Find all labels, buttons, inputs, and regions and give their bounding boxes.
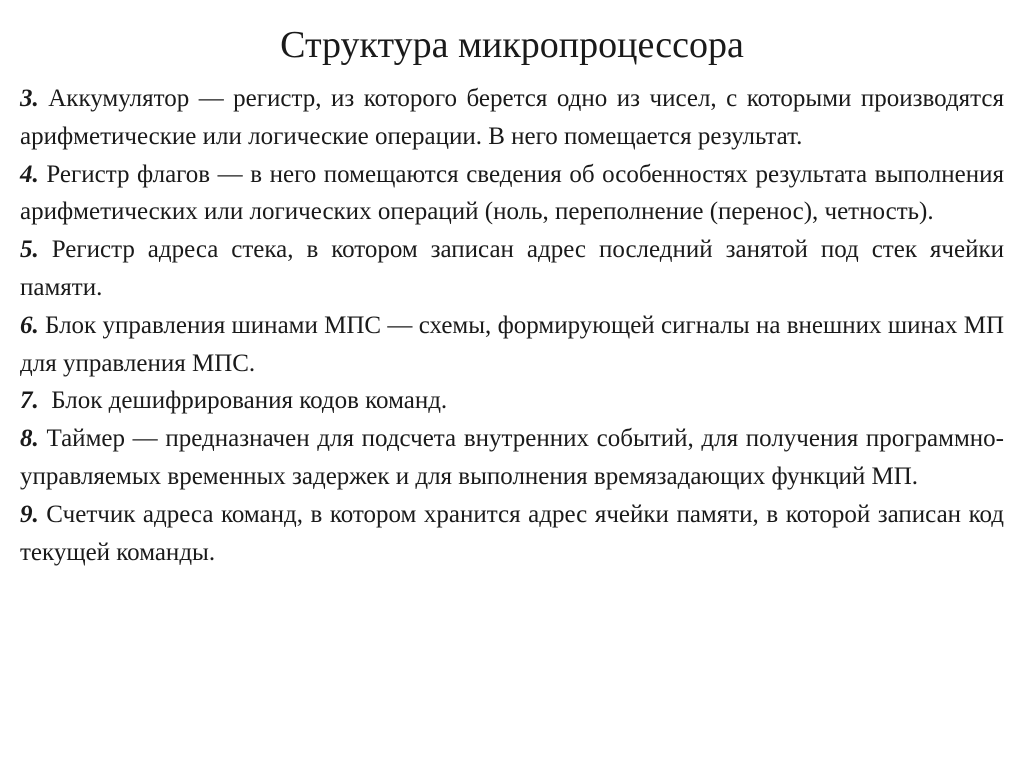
item-text: Блок управления шинами МПС — схемы, формирующей сигналы на внешних шинах МП для управления МПС. [20,311,1004,377]
slide-title: Структура микропроцессора [280,24,744,66]
item-number: 3. [20,85,39,112]
list-item-7 [20,382,1004,420]
item-text: Блок дешифрирования кодов команд. [38,387,448,415]
item-number: 9. [20,500,39,528]
item-number: 4. [20,160,39,188]
list-item-6 [20,307,1004,383]
item-text: Аккумулятор — регистр, из которого берется одно из чисел, с которыми производятся арифметические или логические операции. В него помещается результат. [20,85,1004,150]
list-item-3 [20,80,1004,156]
list-item-4 [20,156,1004,232]
list-item-8 [20,420,1004,496]
item-text: Регистр флагов — в него помещаются сведения об особенностях результата выполнения арифметических или логических операций (ноль, переполнение (перенос), четность). [20,160,1004,226]
item-text: Регистр адреса стека, в котором записан адрес последний занятой под стек ячейки памяти. [20,236,1004,301]
item-text: Счетчик адреса команд, в котором хранится адрес ячейки памяти, в которой записан код текущей команды. [20,500,1004,566]
item-text: Таймер — предназначен для подсчета внутренних событий, для получения программно-управляемых временных задержек и для выполнения времязадающих функций МП. [20,425,1004,490]
item-number: 6. [20,311,39,339]
item-number: 8. [20,425,39,453]
item-number: 5. [20,236,39,264]
item-list [20,80,1004,571]
list-item-9 [20,496,1004,572]
item-number: 7. [20,387,39,415]
list-item-5 [20,231,1004,307]
